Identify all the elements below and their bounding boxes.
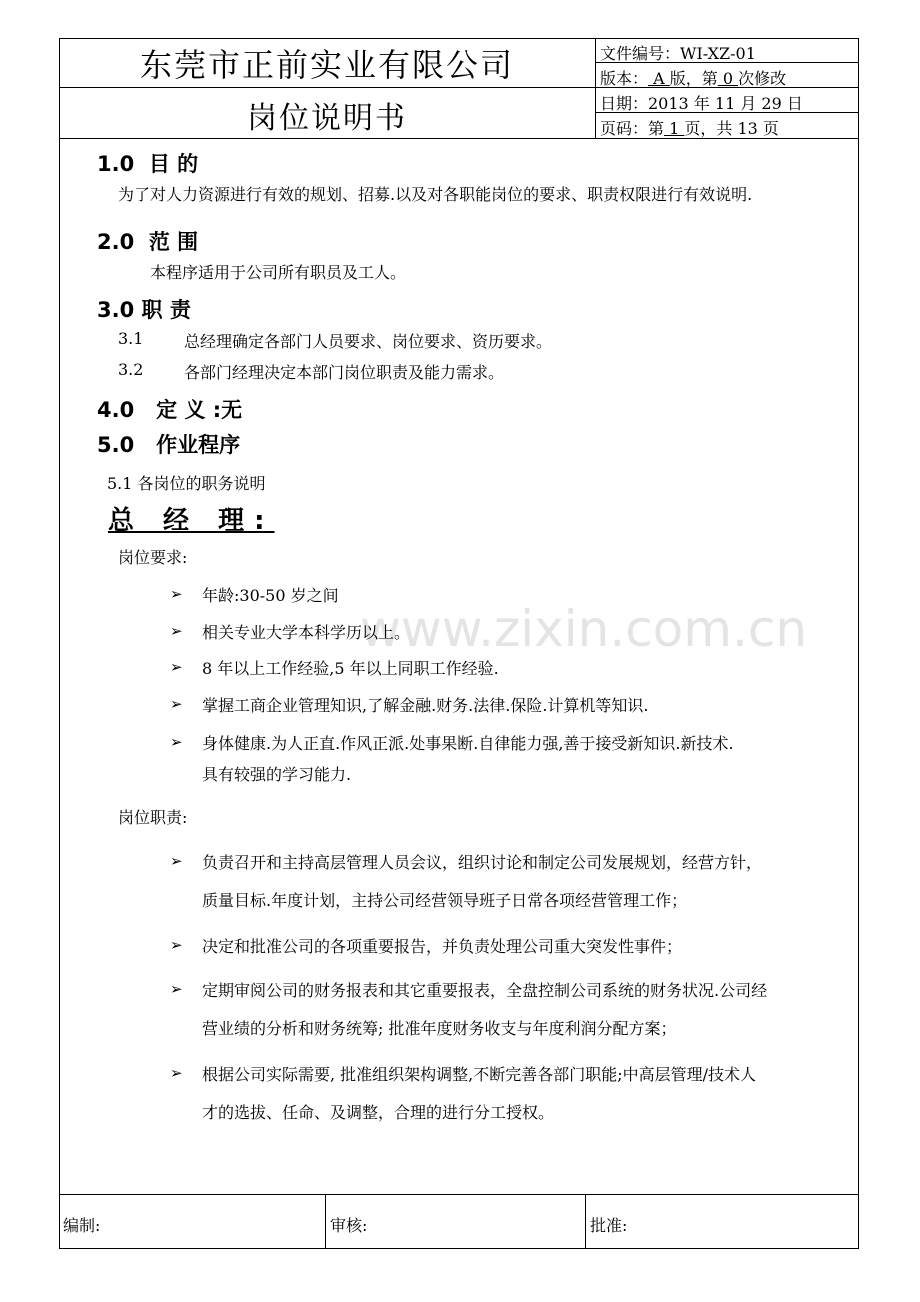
- version-info: [600, 66, 786, 89]
- arrow-bullet-icon: ➢: [170, 585, 183, 603]
- duty-item-text: 各部门经理决定本部门岗位职责及能力需求。: [184, 363, 505, 382]
- reviewed-by-label: 审核:: [330, 1216, 368, 1235]
- arrow-bullet-icon: ➢: [170, 695, 183, 713]
- page-number: 1: [664, 119, 685, 138]
- responsibility-item: 决定和批准公司的各项重要报告，并负责处理公司重大突发性事件；: [202, 937, 683, 956]
- section-purpose-text: 为了对人力资源进行有效的规划、招募.以及对各职能岗位的要求、职责权限进行有效说明.: [118, 185, 753, 204]
- arrow-bullet-icon: ➢: [170, 622, 183, 640]
- footer-top-line: [59, 1194, 859, 1195]
- document-number: 文件编号：WI-XZ-01: [600, 44, 756, 63]
- responsibility-item-continued: 才的选拔、任命、及调整，合理的进行分工授权。: [202, 1103, 555, 1122]
- header-meta-divider: [595, 38, 596, 138]
- requirement-item-continued: 具有较强的学习能力.: [202, 765, 352, 784]
- requirement-item: 年龄:30-50 岁之间: [202, 586, 339, 605]
- arrow-bullet-icon: ➢: [170, 1064, 183, 1082]
- responsibility-item: 根据公司实际需要, 批准组织架构调整,不断完善各部门职能;中高层管理/技术人: [202, 1065, 757, 1084]
- section-procedure-heading: 5.0 作业程序: [97, 433, 241, 457]
- responsibility-item: 负责召开和主持高层管理人员会议，组织讨论和制定公司发展规划，经营方针，: [202, 853, 763, 872]
- section-duties-heading: 3.0 职 责: [97, 298, 191, 322]
- revision-value: 0: [717, 69, 739, 88]
- company-name: 东莞市正前实业有限公司: [139, 46, 514, 84]
- version-suffix: 次修改: [738, 69, 787, 88]
- section-purpose-heading: 1.0 目 的: [97, 152, 199, 176]
- section-scope-text: 本程序适用于公司所有职员及工人。: [150, 263, 407, 282]
- arrow-bullet-icon: ➢: [170, 852, 183, 870]
- page-suffix: 页，共 13 页: [684, 119, 779, 138]
- duty-item-number: 3.2: [118, 360, 144, 379]
- requirements-label: 岗位要求:: [118, 548, 188, 567]
- version-value: A: [648, 69, 670, 88]
- duty-item-number: 3.1: [118, 329, 144, 348]
- responsibility-item-continued: 质量目标.年度计划，主持公司经营领导班子日常各项经营管理工作；: [202, 891, 688, 910]
- duty-item-text: 总经理确定各部门人员要求、岗位要求、资历要求。: [184, 332, 553, 351]
- section-definition-heading: 4.0 定 义 :无: [97, 398, 243, 422]
- prepared-by-label: 编制:: [63, 1216, 101, 1235]
- version-prefix: 版本：: [600, 69, 649, 88]
- arrow-bullet-icon: ➢: [170, 936, 183, 954]
- footer-divider-1: [325, 1194, 326, 1249]
- responsibility-item: 定期审阅公司的财务报表和其它重要报表，全盘控制公司系统的财务状况.公司经: [202, 981, 768, 1000]
- watermark: www.zixin.com.cn: [360, 600, 808, 658]
- section-scope-heading: 2.0 范 围: [97, 230, 199, 254]
- general-manager-title: 总 经 理:: [108, 506, 275, 536]
- footer-divider-2: [585, 1194, 586, 1249]
- approved-by-label: 批准:: [590, 1216, 628, 1235]
- arrow-bullet-icon: ➢: [170, 980, 183, 998]
- requirement-item: 身体健康.为人正直.作风正派.处事果断.自律能力强,善于接受新知识.新技术.: [202, 734, 734, 753]
- responsibilities-label: 岗位职责:: [118, 808, 188, 827]
- requirement-item: 掌握工商企业管理知识,了解金融.财务.法律.保险.计算机等知识.: [202, 696, 649, 715]
- page-prefix: 页码：第: [600, 119, 665, 138]
- arrow-bullet-icon: ➢: [170, 733, 183, 751]
- arrow-bullet-icon: ➢: [170, 658, 183, 676]
- document-title: 岗位说明书: [247, 101, 407, 136]
- requirement-item: 8 年以上工作经验,5 年以上同职工作经验.: [202, 659, 499, 678]
- procedure-subheading: 5.1 各岗位的职务说明: [107, 474, 266, 493]
- requirement-item: 相关专业大学本科学历以上。: [202, 623, 411, 642]
- page-info: [600, 116, 779, 139]
- version-mid: 版，第: [669, 69, 718, 88]
- document-date: 日期：2013 年 11 月 29 日: [600, 94, 803, 113]
- responsibility-item-continued: 营业绩的分析和财务统筹; 批准年度财务收支与年度利润分配方案；: [202, 1019, 677, 1038]
